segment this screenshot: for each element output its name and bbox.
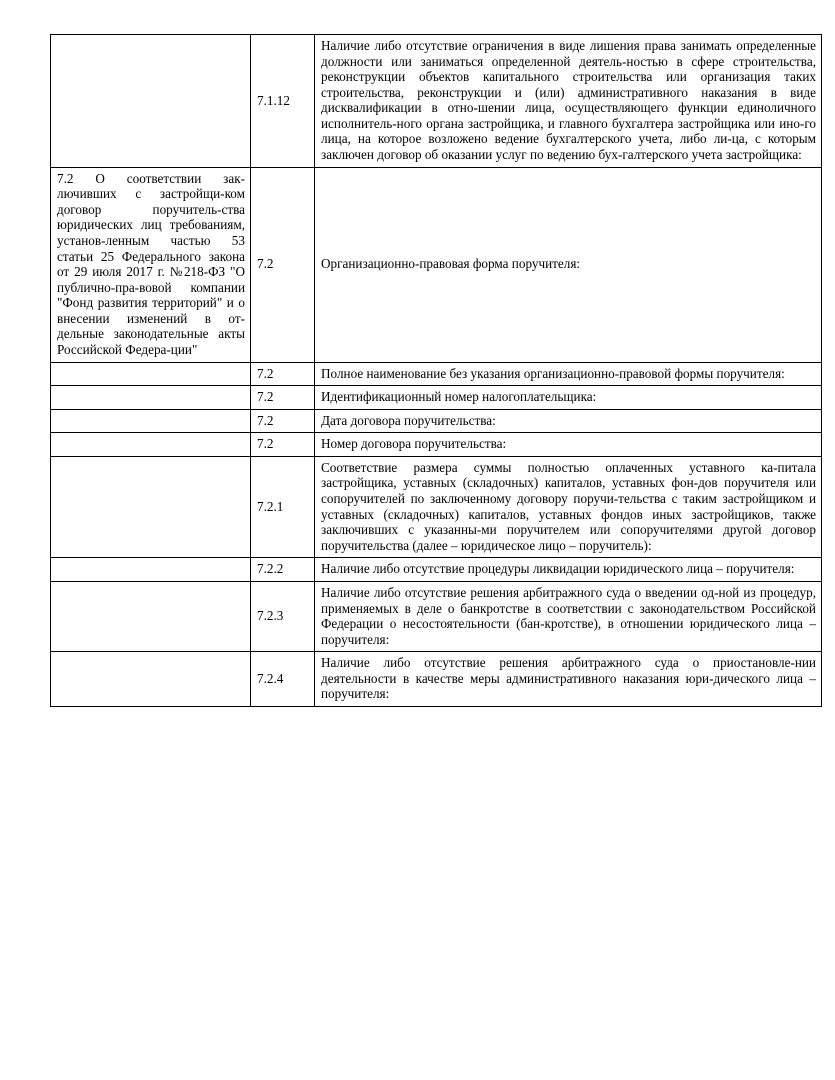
row-left-cell: [51, 581, 251, 651]
row-left-cell: [51, 362, 251, 386]
row-text-cell: Наличие либо отсутствие решения арбитражного суда о приостановле-нии деятельности в качестве меры административного наказания юри-дического лица – поручителя:: [315, 652, 822, 707]
row-left-cell: [51, 558, 251, 582]
table-row: [51, 167, 822, 362]
table-row: [51, 652, 822, 707]
row-number-cell: 7.2: [251, 433, 315, 457]
row-text-cell: Соответствие размера суммы полностью оплаченных уставного ка-питала застройщика, уставных (складочных) капиталов, уставных фон-дов поручителя или сопоручителей по заключенному договору поручи-тельства с таким застройщиком и уставных (складочных) капиталов, уставных фондов иных застройщиков, также заключивших с указанны-ми поручителем или сопоручителями другой договор поручительства (далее – юридическое лицо – поручитель):: [315, 456, 822, 557]
row-left-cell: [51, 652, 251, 707]
row-text-cell: Дата договора поручительства:: [315, 409, 822, 433]
row-left-cell: [51, 456, 251, 557]
row-number-cell: 7.2.2: [251, 558, 315, 582]
row-number-cell: 7.2.1: [251, 456, 315, 557]
row-left-cell: [51, 433, 251, 457]
row-number-cell: 7.2: [251, 386, 315, 410]
row-number-cell: 7.2: [251, 409, 315, 433]
row-text-cell: Наличие либо отсутствие решения арбитражного суда о введении од-ной из процедур, применяемых в деле о банкротстве в соответствии с законодательством Российской Федерации о несостоятельности (бан-кротстве), в отношении юридического лица – поручителя:: [315, 581, 822, 651]
row-left-cell: 7.2 О соответствии зак-лючивших с застройщи-ком договор поручитель-ства юридических лиц требованиям, установ-ленным частью 53 статьи 25 Федерального закона от 29 июля 2017 г. №218-ФЗ "О публично-пра-вовой компании "Фонд развития территорий" и о внесении изменений в от-дельные законодательные акты Российской Федера-ции": [51, 167, 251, 362]
row-text-cell: Номер договора поручительства:: [315, 433, 822, 457]
requirements-table: [50, 34, 822, 707]
table-row: [51, 386, 822, 410]
row-number-cell: 7.2.3: [251, 581, 315, 651]
table-row: [51, 456, 822, 557]
table-row: [51, 362, 822, 386]
table-row: [51, 409, 822, 433]
table-row: [51, 558, 822, 582]
row-left-cell: [51, 386, 251, 410]
row-text-cell: Организационно-правовая форма поручителя:: [315, 167, 822, 362]
table-row: [51, 433, 822, 457]
row-text-cell: Идентификационный номер налогоплательщика:: [315, 386, 822, 410]
row-number-cell: 7.2: [251, 167, 315, 362]
row-number-cell: 7.1.12: [251, 35, 315, 168]
row-text-cell: Наличие либо отсутствие процедуры ликвидации юридического лица – поручителя:: [315, 558, 822, 582]
row-left-cell: [51, 409, 251, 433]
row-number-cell: 7.2.4: [251, 652, 315, 707]
table-row: [51, 35, 822, 168]
row-number-cell: 7.2: [251, 362, 315, 386]
table-body: [51, 35, 822, 707]
row-left-cell: [51, 35, 251, 168]
row-text-cell: Наличие либо отсутствие ограничения в виде лишения права занимать определенные должности или заниматься определенной деятель-ностью в сфере строительства, реконструкции объектов капитального строительства или организация таких строительства, реконструкции и (или) административного наказания в виде дисквалификации в отно-шении лица, осуществляющего функции единоличного исполнитель-ного органа застройщика, и главного бухгалтера застройщика или ино-го лица, на которое возложено ведение бухгалтерского учета, либо ли-ца, с которым заключен договор об оказании услуг по ведению бух-галтерского учета застройщика:: [315, 35, 822, 168]
table-row: [51, 581, 822, 651]
row-text-cell: Полное наименование без указания организационно-правовой формы поручителя:: [315, 362, 822, 386]
